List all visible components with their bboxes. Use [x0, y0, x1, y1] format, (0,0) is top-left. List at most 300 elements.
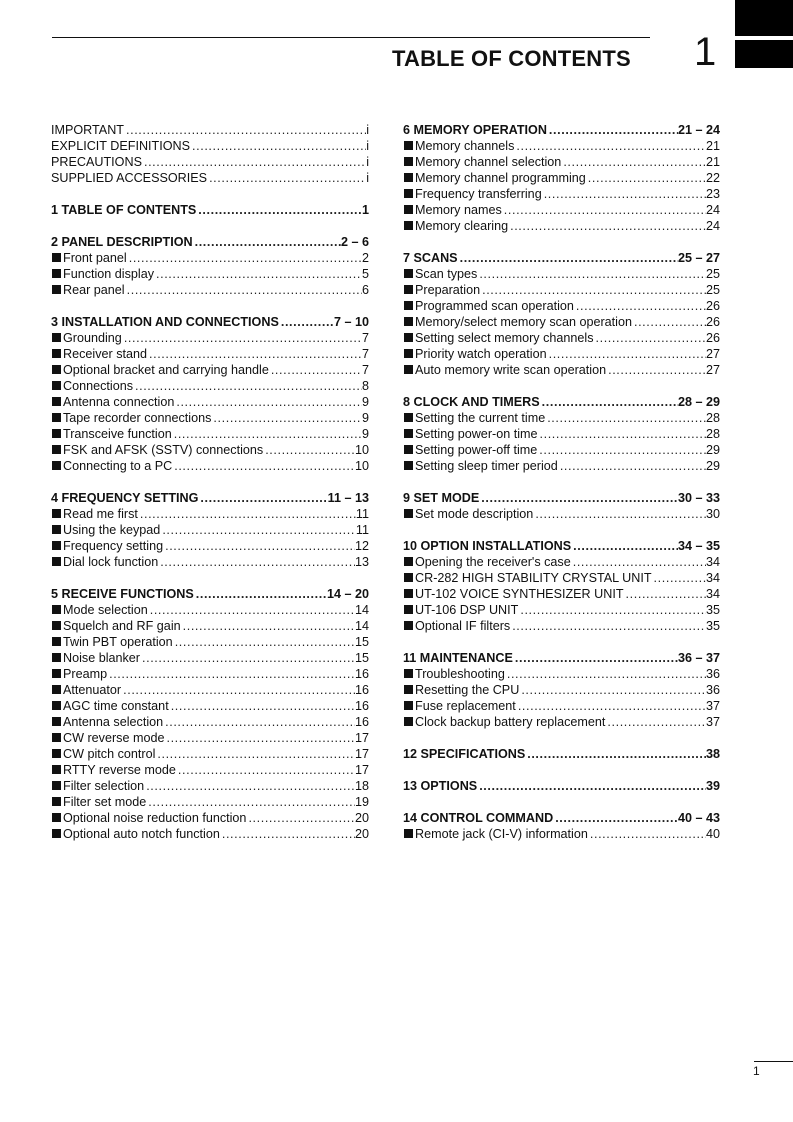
- toc-page-number: 36: [705, 667, 720, 681]
- dot-leader: [176, 762, 355, 778]
- dot-leader: [163, 538, 355, 554]
- dot-leader: [124, 122, 366, 138]
- toc-page-number: 15: [354, 651, 369, 665]
- toc-entry-label: 1 TABLE OF CONTENTS: [51, 203, 197, 217]
- page-title: TABLE OF CONTENTS: [392, 46, 631, 71]
- dot-leader: [519, 682, 706, 698]
- toc-entry-label: Optional IF filters: [403, 618, 510, 634]
- toc-page-number: 30: [705, 507, 720, 521]
- toc-subentry[interactable]: [51, 778, 369, 794]
- dot-leader: [574, 298, 706, 314]
- toc-subentry[interactable]: [51, 410, 369, 426]
- toc-subentry[interactable]: [51, 682, 369, 698]
- dot-leader: [508, 218, 706, 234]
- toc-page-number: 7: [361, 363, 369, 377]
- toc-subentry[interactable]: [51, 746, 369, 762]
- toc-entry-label: IMPORTANT: [51, 123, 124, 137]
- toc-page-number: 9: [361, 427, 369, 441]
- toc-entry-label: Preamp: [51, 666, 107, 682]
- toc-entry-label: CW pitch control: [51, 746, 155, 762]
- toc-page-number: 25 – 27: [677, 251, 720, 265]
- dot-leader: [196, 202, 362, 218]
- dot-leader: [502, 202, 706, 218]
- toc-subentry[interactable]: [51, 442, 369, 458]
- toc-subentry[interactable]: [403, 426, 720, 442]
- toc-page-number: 26: [705, 315, 720, 329]
- dot-leader: [144, 778, 355, 794]
- toc-entry-label: Filter set mode: [51, 794, 146, 810]
- dot-leader: [172, 458, 355, 474]
- dot-leader: [154, 266, 362, 282]
- toc-entry-label: Programmed scan operation: [403, 298, 574, 314]
- dot-leader: [172, 426, 362, 442]
- dot-leader: [510, 618, 706, 634]
- dot-leader: [142, 154, 366, 170]
- toc-subentry[interactable]: [51, 538, 369, 554]
- toc-subentry[interactable]: [51, 602, 369, 618]
- toc-page-number: 10: [354, 459, 369, 473]
- dot-leader: [547, 346, 706, 362]
- toc-entry-label: SUPPLIED ACCESSORIES: [51, 171, 208, 185]
- dot-leader: [194, 586, 327, 602]
- toc-entry-label: Receiver stand: [51, 346, 147, 362]
- toc-section: [403, 810, 720, 842]
- dot-leader: [138, 506, 356, 522]
- toc-page-number: 37: [705, 715, 720, 729]
- toc-subentry[interactable]: [403, 218, 720, 234]
- toc-subentry[interactable]: [51, 650, 369, 666]
- toc-subentry[interactable]: [403, 186, 720, 202]
- toc-page-number: i: [366, 139, 369, 153]
- toc-page-number: 28 – 29: [677, 395, 720, 409]
- toc-page-number: 20: [354, 827, 369, 841]
- toc-entry-label: Clock backup battery replacement: [403, 714, 605, 730]
- toc-subentry[interactable]: [403, 154, 720, 170]
- toc-page-number: 21: [705, 139, 720, 153]
- toc-page-number: 17: [354, 747, 369, 761]
- toc-section: [51, 234, 369, 298]
- toc-page-number: 22: [705, 171, 720, 185]
- toc-section: [403, 394, 720, 474]
- dot-leader: [246, 810, 355, 826]
- toc-chapter-entry[interactable]: [403, 538, 720, 554]
- toc-subentry[interactable]: [51, 618, 369, 634]
- toc-entry-label: Attenuator: [51, 682, 121, 698]
- toc-subentry[interactable]: [51, 426, 369, 442]
- toc-entry-label: Antenna selection: [51, 714, 163, 730]
- toc-subentry[interactable]: [403, 506, 720, 522]
- toc-entry-label: 10 OPTION INSTALLATIONS: [403, 539, 572, 553]
- toc-page-number: 21: [705, 155, 720, 169]
- toc-chapter-entry[interactable]: [403, 778, 720, 794]
- toc-entry-label: Auto memory write scan operation: [403, 362, 606, 378]
- toc-subentry[interactable]: [403, 138, 720, 154]
- toc-entry-label: Tape recorder connections: [51, 410, 211, 426]
- toc-page-number: 12: [354, 539, 369, 553]
- toc-page-number: 40 – 43: [677, 811, 720, 825]
- toc-chapter-entry[interactable]: [403, 746, 720, 762]
- dot-leader: [147, 346, 362, 362]
- toc-page-number: 35: [705, 603, 720, 617]
- toc-entry-label: Function display: [51, 266, 154, 282]
- toc-left-column: [51, 122, 369, 858]
- toc-section: [51, 490, 369, 570]
- toc-page-number: 38: [705, 747, 720, 761]
- toc-chapter-entry[interactable]: [51, 490, 369, 506]
- chapter-number: 1: [694, 30, 717, 74]
- toc-entry-label: 14 CONTROL COMMAND: [403, 811, 554, 825]
- toc-page-number: 29: [705, 459, 720, 473]
- toc-entry-label: Rear panel: [51, 282, 125, 298]
- toc-page-number: 10: [354, 443, 369, 457]
- toc-page-number: 27: [705, 347, 720, 361]
- toc-entry[interactable]: [51, 154, 369, 170]
- toc-subentry[interactable]: [51, 634, 369, 650]
- dot-leader: [553, 810, 678, 826]
- toc-entry-label: 4 FREQUENCY SETTING: [51, 491, 199, 505]
- toc-entry-label: Scan types: [403, 266, 477, 282]
- toc-page-number: 35: [705, 619, 720, 633]
- toc-entry-label: Memory channels: [403, 138, 514, 154]
- toc-section: [51, 202, 369, 218]
- toc-page-number: 34: [705, 555, 720, 569]
- toc-section: [403, 490, 720, 522]
- toc-subentry[interactable]: [403, 570, 720, 586]
- dot-leader: [571, 554, 706, 570]
- dot-leader: [561, 154, 706, 170]
- toc-section: [51, 586, 369, 842]
- dot-leader: [477, 778, 706, 794]
- dot-leader: [198, 490, 327, 506]
- toc-subentry[interactable]: [403, 330, 720, 346]
- dot-leader: [624, 586, 706, 602]
- dot-leader: [125, 282, 362, 298]
- toc-subentry[interactable]: [51, 330, 369, 346]
- toc-subentry[interactable]: [403, 298, 720, 314]
- toc-subentry[interactable]: [403, 346, 720, 362]
- toc-entry-label: UT-106 DSP UNIT: [403, 602, 518, 618]
- toc-entry-label: Memory channel selection: [403, 154, 561, 170]
- toc-chapter-entry[interactable]: [51, 314, 369, 330]
- toc-page-number: 21 – 24: [677, 123, 720, 137]
- toc-entry-label: Filter selection: [51, 778, 144, 794]
- toc-entry-label: Memory names: [403, 202, 502, 218]
- toc-page-number: 39: [705, 779, 720, 793]
- dot-leader: [127, 250, 362, 266]
- dot-leader: [588, 826, 706, 842]
- toc-subentry[interactable]: [403, 618, 720, 634]
- toc-page-number: 26: [705, 331, 720, 345]
- toc-subentry[interactable]: [403, 698, 720, 714]
- toc-entry-label: Grounding: [51, 330, 122, 346]
- toc-subentry[interactable]: [51, 282, 369, 298]
- toc-page-number: 11: [355, 523, 369, 537]
- dot-leader: [518, 602, 706, 618]
- toc-entry-label: Memory clearing: [403, 218, 508, 234]
- toc-page-number: 28: [705, 411, 720, 425]
- toc-subentry[interactable]: [51, 810, 369, 826]
- toc-page-number: 11: [355, 507, 369, 521]
- toc-subentry[interactable]: [51, 458, 369, 474]
- toc-subentry[interactable]: [51, 266, 369, 282]
- toc-entry-label: Dial lock function: [51, 554, 158, 570]
- toc-subentry[interactable]: [51, 794, 369, 810]
- toc-entry-label: 11 MAINTENANCE: [403, 651, 513, 665]
- toc-entry-label: Optional bracket and carrying handle: [51, 362, 269, 378]
- toc-entry-label: Fuse replacement: [403, 698, 516, 714]
- toc-chapter-entry[interactable]: [403, 810, 720, 826]
- toc-page-number: 24: [705, 203, 720, 217]
- toc-subentry[interactable]: [403, 282, 720, 298]
- toc-page-number: 18: [354, 779, 369, 793]
- toc-entry-label: Set mode description: [403, 506, 533, 522]
- page-number: 1: [753, 1064, 760, 1078]
- toc-page-number: 28: [705, 427, 720, 441]
- toc-page-number: 26: [705, 299, 720, 313]
- toc-entry-label: Setting sleep timer period: [403, 458, 558, 474]
- toc-page-number: 14 – 20: [326, 587, 369, 601]
- dot-leader: [545, 410, 706, 426]
- toc-entry-label: Setting select memory channels: [403, 330, 594, 346]
- toc-entry-label: Frequency transferring: [403, 186, 542, 202]
- toc-entry-label: 8 CLOCK AND TIMERS: [403, 395, 540, 409]
- dot-leader: [542, 186, 706, 202]
- dot-leader: [505, 666, 706, 682]
- toc-page-number: 13: [354, 555, 369, 569]
- dot-leader: [514, 138, 706, 154]
- dot-leader: [652, 570, 706, 586]
- toc-entry-label: PRECAUTIONS: [51, 155, 142, 169]
- toc-subentry[interactable]: [403, 586, 720, 602]
- dot-leader: [193, 234, 341, 250]
- toc-page-number: 11 – 13: [327, 491, 369, 505]
- toc-entry-label: Mode selection: [51, 602, 148, 618]
- toc-page-number: 34: [705, 571, 720, 585]
- dot-leader: [540, 394, 678, 410]
- dot-leader: [163, 714, 355, 730]
- toc-entry-label: FSK and AFSK (SSTV) connections: [51, 442, 263, 458]
- toc-subentry[interactable]: [403, 410, 720, 426]
- toc-entry-label: Connections: [51, 378, 133, 394]
- toc-subentry[interactable]: [51, 714, 369, 730]
- toc-chapter-entry[interactable]: [403, 250, 720, 266]
- dot-leader: [174, 394, 362, 410]
- dot-leader: [594, 330, 706, 346]
- toc-section: [51, 314, 369, 474]
- toc-page-number: 14: [354, 603, 369, 617]
- toc-subentry[interactable]: [51, 362, 369, 378]
- toc-entry-label: AGC time constant: [51, 698, 169, 714]
- toc-entry-label: Preparation: [403, 282, 480, 298]
- dot-leader: [586, 170, 706, 186]
- toc-page-number: 9: [361, 395, 369, 409]
- toc-page-number: 34: [705, 587, 720, 601]
- dot-leader: [477, 266, 706, 282]
- toc-subentry[interactable]: [51, 554, 369, 570]
- toc-page-number: 15: [354, 635, 369, 649]
- chapter-tab-lower: [735, 40, 793, 68]
- toc-subentry[interactable]: [403, 554, 720, 570]
- toc-entry-label: RTTY reverse mode: [51, 762, 176, 778]
- toc-page-number: 20: [354, 811, 369, 825]
- toc-subentry[interactable]: [51, 378, 369, 394]
- toc-section: [403, 746, 720, 762]
- toc-page-number: 1: [361, 203, 369, 217]
- toc-page-number: 36 – 37: [677, 651, 720, 665]
- dot-leader: [279, 314, 334, 330]
- toc-subentry[interactable]: [403, 362, 720, 378]
- toc-entry-label: 7 SCANS: [403, 251, 458, 265]
- chapter-tab-upper: [735, 0, 793, 36]
- toc-subentry[interactable]: [403, 442, 720, 458]
- toc-subentry[interactable]: [51, 346, 369, 362]
- dot-leader: [220, 826, 355, 842]
- toc-page-number: 23: [705, 187, 720, 201]
- toc-page-number: 7: [361, 347, 369, 361]
- toc-entry[interactable]: [51, 122, 369, 138]
- toc-section: [51, 122, 369, 186]
- toc-subentry[interactable]: [51, 506, 369, 522]
- toc-chapter-entry[interactable]: [51, 234, 369, 250]
- dot-leader: [480, 282, 706, 298]
- dot-leader: [140, 650, 355, 666]
- toc-page-number: 6: [361, 283, 369, 297]
- toc-page-number: 17: [354, 731, 369, 745]
- toc-chapter-entry[interactable]: [51, 202, 369, 218]
- toc-entry-label: 5 RECEIVE FUNCTIONS: [51, 587, 194, 601]
- toc-page-number: 36: [705, 683, 720, 697]
- toc-page-number: 7 – 10: [333, 315, 369, 329]
- toc-page-number: 40: [705, 827, 720, 841]
- toc-subentry[interactable]: [51, 666, 369, 682]
- toc-subentry[interactable]: [403, 826, 720, 842]
- toc-subentry[interactable]: [403, 314, 720, 330]
- dot-leader: [479, 490, 678, 506]
- toc-page-number: 16: [354, 667, 369, 681]
- toc-subentry[interactable]: [51, 394, 369, 410]
- toc-page-number: 16: [354, 683, 369, 697]
- toc-subentry[interactable]: [51, 698, 369, 714]
- toc-entry-label: Connecting to a PC: [51, 458, 172, 474]
- toc-subentry[interactable]: [51, 730, 369, 746]
- header-rule: [52, 37, 650, 38]
- toc-subentry[interactable]: [403, 170, 720, 186]
- toc-section: [403, 250, 720, 378]
- toc-page-number: 37: [705, 699, 720, 713]
- toc-entry-label: Twin PBT operation: [51, 634, 173, 650]
- toc-section: [403, 122, 720, 234]
- toc-subentry[interactable]: [403, 202, 720, 218]
- toc-entry-label: EXPLICIT DEFINITIONS: [51, 139, 191, 153]
- toc-entry-label: UT-102 VOICE SYNTHESIZER UNIT: [403, 586, 624, 602]
- dot-leader: [458, 250, 678, 266]
- toc-chapter-entry[interactable]: [403, 490, 720, 506]
- dot-leader: [211, 410, 362, 426]
- dot-leader: [121, 682, 355, 698]
- dot-leader: [107, 666, 355, 682]
- toc-section: [403, 538, 720, 634]
- dot-leader: [269, 362, 362, 378]
- toc-page-number: 34 – 35: [677, 539, 720, 553]
- dot-leader: [158, 554, 355, 570]
- toc-entry-label: Setting power-on time: [403, 426, 538, 442]
- toc-subentry[interactable]: [51, 826, 369, 842]
- toc-entry-label: Resetting the CPU: [403, 682, 519, 698]
- toc-section: [403, 778, 720, 794]
- toc-subentry[interactable]: [51, 250, 369, 266]
- toc-page-number: 7: [361, 331, 369, 345]
- toc-section: [403, 650, 720, 730]
- toc-entry-label: Troubleshooting: [403, 666, 505, 682]
- toc-subentry[interactable]: [403, 458, 720, 474]
- toc-entry-label: 12 SPECIFICATIONS: [403, 747, 526, 761]
- dot-leader: [513, 650, 678, 666]
- toc-entry-label: Remote jack (CI-V) information: [403, 826, 588, 842]
- toc-page-number: 29: [705, 443, 720, 457]
- toc-page-number: 27: [705, 363, 720, 377]
- toc-right-column: [403, 122, 720, 858]
- toc-page-number: 19: [354, 795, 369, 809]
- toc-entry-label: Using the keypad: [51, 522, 160, 538]
- toc-subentry[interactable]: [51, 762, 369, 778]
- dot-leader: [148, 602, 355, 618]
- toc-page-number: i: [366, 155, 369, 169]
- toc-entry-label: Front panel: [51, 250, 127, 266]
- dot-leader: [164, 730, 355, 746]
- dot-leader: [533, 506, 706, 522]
- toc-subentry[interactable]: [403, 602, 720, 618]
- toc-entry-label: Optional noise reduction function: [51, 810, 246, 826]
- toc-subentry[interactable]: [403, 714, 720, 730]
- toc-subentry[interactable]: [403, 682, 720, 698]
- toc-page-number: 17: [354, 763, 369, 777]
- toc-entry-label: 13 OPTIONS: [403, 779, 478, 793]
- toc-entry[interactable]: [51, 138, 369, 154]
- dot-leader: [146, 794, 355, 810]
- toc-chapter-entry[interactable]: [403, 650, 720, 666]
- dot-leader: [558, 458, 706, 474]
- toc-entry-label: Antenna connection: [51, 394, 174, 410]
- toc-entry[interactable]: [51, 170, 369, 186]
- toc-subentry[interactable]: [403, 266, 720, 282]
- dot-leader: [181, 618, 355, 634]
- dot-leader: [525, 746, 706, 762]
- dot-leader: [173, 634, 355, 650]
- toc-entry-label: Priority watch operation: [403, 346, 547, 362]
- toc-page-number: i: [366, 171, 369, 185]
- dot-leader: [547, 122, 678, 138]
- toc-entry-label: 6 MEMORY OPERATION: [403, 123, 547, 137]
- toc-page-number: 16: [354, 715, 369, 729]
- dot-leader: [538, 426, 706, 442]
- toc-chapter-entry[interactable]: [51, 586, 369, 602]
- dot-leader: [169, 698, 355, 714]
- toc-page-number: 25: [705, 283, 720, 297]
- toc-subentry[interactable]: [403, 666, 720, 682]
- toc-chapter-entry[interactable]: [403, 122, 720, 138]
- dot-leader: [571, 538, 678, 554]
- footer-rule: [754, 1061, 793, 1062]
- dot-leader: [516, 698, 706, 714]
- toc-entry-label: 2 PANEL DESCRIPTION: [51, 235, 193, 249]
- toc-subentry[interactable]: [51, 522, 369, 538]
- toc-chapter-entry[interactable]: [403, 394, 720, 410]
- toc-entry-label: Noise blanker: [51, 650, 140, 666]
- toc-page-number: 9: [361, 411, 369, 425]
- toc-page-number: 24: [705, 219, 720, 233]
- toc-page-number: 14: [354, 619, 369, 633]
- toc-entry-label: Memory/select memory scan operation: [403, 314, 632, 330]
